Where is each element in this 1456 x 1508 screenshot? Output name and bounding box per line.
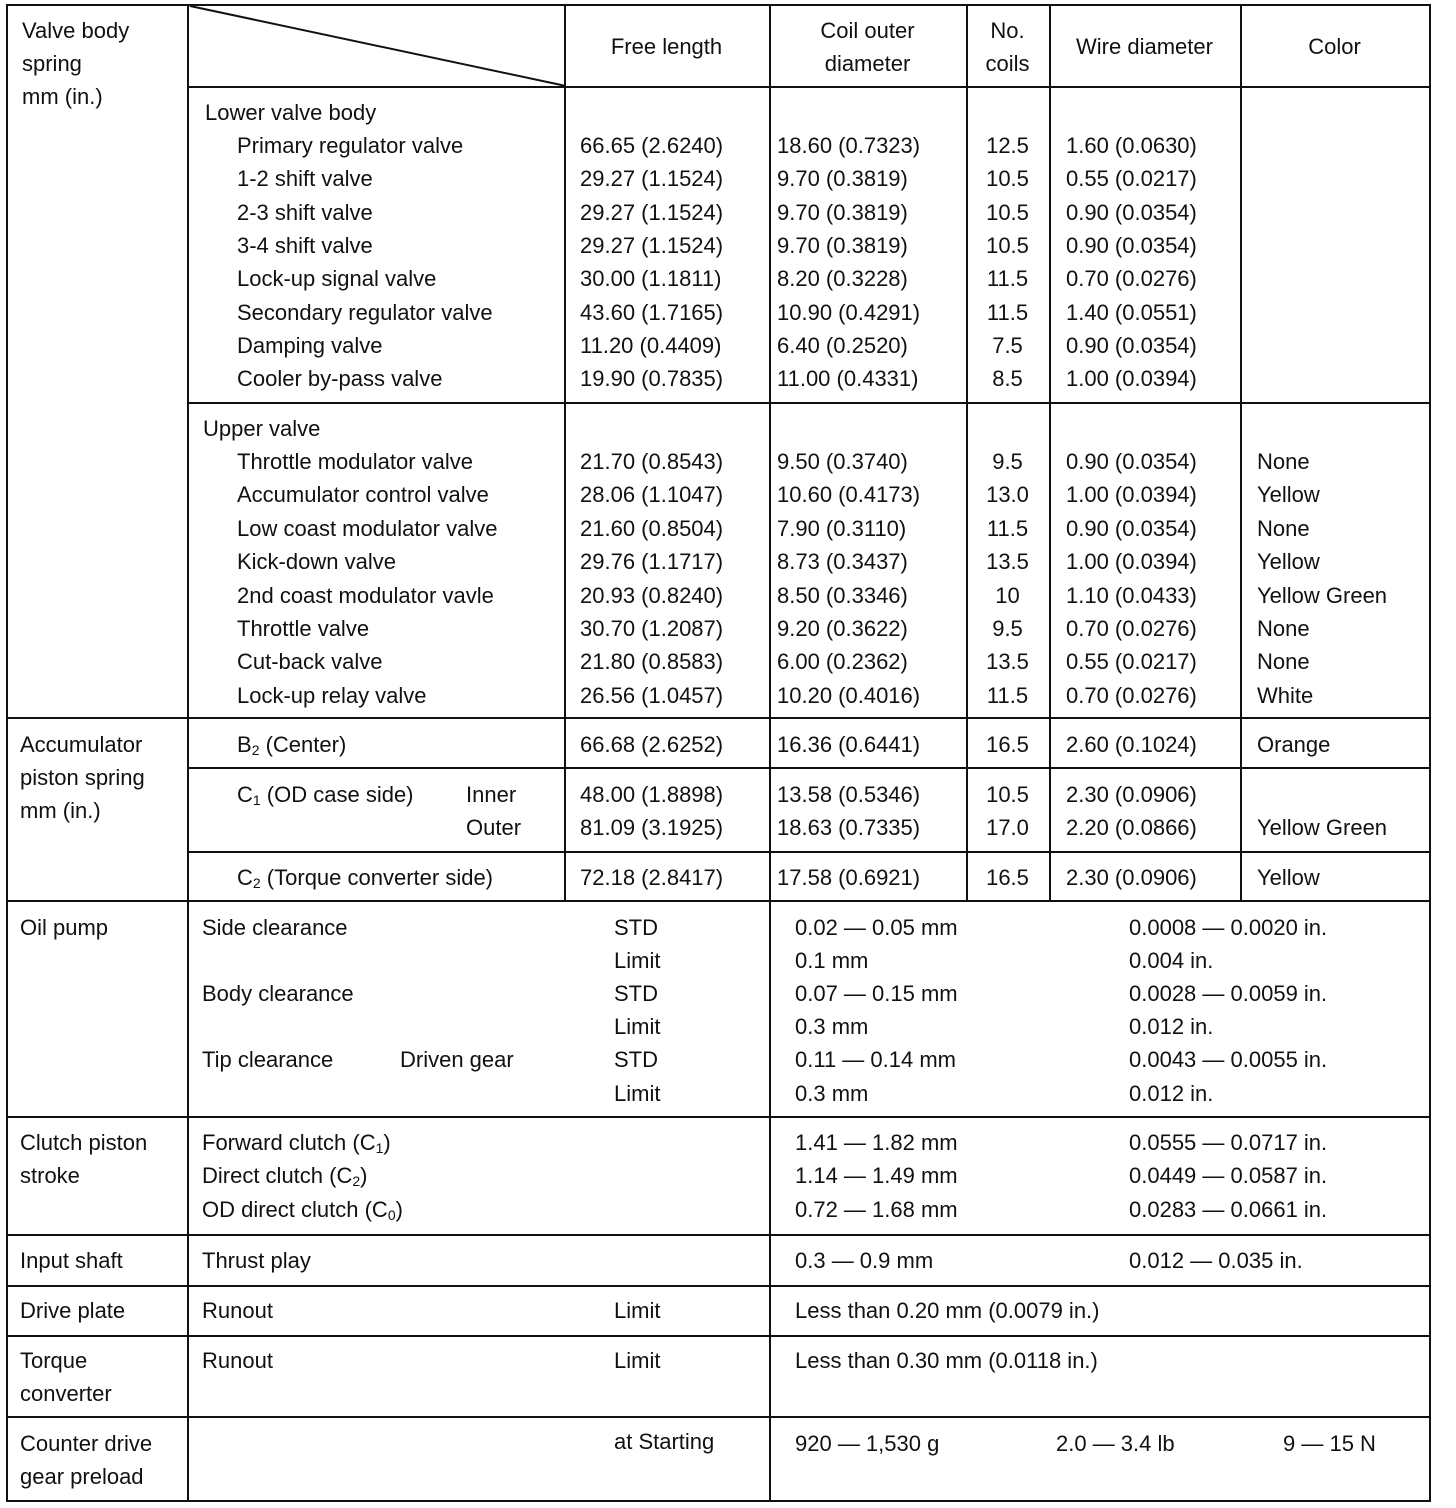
oil-pump-tip-clearance: Tip clearance: [202, 1047, 334, 1072]
spring-name: Accumulator control valve: [237, 482, 489, 508]
spring-name: 2-3 shift valve: [237, 199, 373, 225]
section-label-accumulator: piston spring: [20, 765, 145, 790]
section-divider: [6, 1116, 1431, 1118]
accumulator-c2-label-subscript: 2: [252, 875, 261, 891]
coil-diameter-value: 10.20 (0.4016): [777, 682, 921, 708]
wire-diameter-value: 1.00 (0.0394): [1066, 366, 1197, 392]
free-length-value: 43.60 (1.7165): [580, 299, 724, 325]
clutch-value-mm: 1.41 — 1.82 mm: [795, 1130, 958, 1155]
drive-plate-item: Runout: [202, 1298, 273, 1323]
col-header-no-coils: coils: [985, 51, 1030, 76]
border-top: [6, 4, 1431, 6]
color-value: None: [1257, 449, 1310, 474]
free-length-value: 30.00 (1.1811): [580, 266, 722, 292]
clutch-value-in: 0.0449 — 0.0587 in.: [1129, 1163, 1328, 1189]
spring-name: 3-4 shift valve: [237, 232, 373, 258]
wire-diameter-value: 0.90 (0.0354): [1066, 515, 1197, 541]
wire-diameter-value: 0.70 (0.0276): [1066, 266, 1197, 292]
coil-diameter-value: 18.60 (0.7323): [777, 133, 921, 158]
coil-count-value: 10: [995, 582, 1020, 608]
accumulator-c2-label: [237, 865, 493, 896]
coil-diameter-value: 11.00 (0.4331): [777, 366, 919, 392]
free-length-value: 66.68 (2.6252): [580, 732, 724, 757]
section-label-input-shaft: Input shaft: [20, 1248, 123, 1273]
clutch-value-in: 0.0283 — 0.0661 in.: [1129, 1196, 1328, 1222]
oil-pump-value-mm: 0.11 — 0.14 mm: [795, 1047, 956, 1073]
section-divider: [6, 717, 1431, 719]
section-divider: [6, 900, 1431, 902]
counter-drive-value-g: 920 — 1,530 g: [795, 1431, 940, 1456]
coil-diameter-value: 18.63 (0.7335): [777, 815, 921, 840]
accumulator-b2-label: [237, 732, 346, 763]
accumulator-c1-label-subscript: 1: [252, 792, 261, 808]
clutch-name-close: ): [360, 1163, 368, 1189]
oil-pump-spec-kind: STD: [614, 1047, 658, 1073]
coil-count-value: 13.5: [986, 549, 1029, 575]
free-length-value: 21.60 (0.8504): [580, 515, 724, 541]
col-divider: [564, 4, 566, 902]
coil-diameter-value: 9.70 (0.3819): [777, 199, 908, 225]
spring-name: Cooler by-pass valve: [237, 366, 443, 392]
clutch-name-close: ): [395, 1196, 403, 1222]
coil-diameter-value: 7.90 (0.3110): [777, 515, 907, 541]
coil-count-value: 9.5: [992, 616, 1023, 641]
spring-name: Damping valve: [237, 332, 383, 358]
clutch-name-sub: 1: [375, 1140, 384, 1156]
wire-diameter-value: 1.00 (0.0394): [1066, 549, 1197, 575]
oil-pump-value-mm: 0.02 — 0.05 mm: [795, 915, 958, 940]
wire-diameter-value: 0.90 (0.0354): [1066, 232, 1197, 258]
header-divider: [187, 86, 1431, 88]
coil-count-value: 10.5: [986, 166, 1029, 192]
coil-diameter-value: 9.20 (0.3622): [777, 616, 908, 641]
free-length-value: 29.27 (1.1524): [580, 166, 724, 192]
color-value: None: [1257, 616, 1310, 641]
oil-pump-value-mm: 0.3 mm: [795, 1014, 869, 1040]
section-divider: [6, 1234, 1431, 1236]
coil-count-value: 8.5: [992, 366, 1023, 392]
clutch-name-name: Forward clutch (C: [202, 1130, 376, 1155]
spring-name: Cut-back valve: [237, 649, 383, 675]
free-length-value: 66.65 (2.6240): [580, 133, 724, 158]
color-value: White: [1257, 682, 1314, 708]
torque-converter-item: Runout: [202, 1348, 273, 1373]
input-shaft-value-in: 0.012 — 0.035 in.: [1129, 1248, 1303, 1273]
coil-count-value: 11.5: [986, 515, 1029, 541]
section-label-accumulator: mm (in.): [20, 798, 101, 823]
counter-drive-kind: at Starting: [614, 1429, 715, 1454]
spring-name: 1-2 shift valve: [237, 166, 373, 192]
accumulator-b2-label-suffix: (Center): [259, 732, 347, 757]
section-label-counter-drive: Counter drive: [20, 1431, 153, 1456]
group-divider: [187, 767, 1431, 769]
wire-diameter-value: 0.55 (0.0217): [1066, 166, 1197, 192]
coil-diameter-value: 6.40 (0.2520): [777, 332, 908, 358]
coil-count-value: 17.0: [986, 815, 1029, 840]
color-value: Yellow: [1257, 482, 1320, 508]
coil-diameter-value: 6.00 (0.2362): [777, 649, 908, 675]
spring-name: Throttle valve: [237, 616, 370, 641]
drive-plate-kind: Limit: [614, 1298, 661, 1323]
clutch-name-sub: 0: [387, 1206, 396, 1223]
col-header-coil-outer: Coil outer: [820, 18, 915, 43]
coil-diameter-value: 8.73 (0.3437): [777, 549, 908, 575]
group-title-upper-valve: Upper valve: [203, 416, 321, 441]
free-length-value: 26.56 (1.0457): [580, 682, 724, 708]
header-label-line: spring: [22, 51, 82, 76]
wire-diameter-value: 2.30 (0.0906): [1066, 865, 1197, 890]
coil-count-value: 16.5: [986, 732, 1029, 757]
coil-count-value: 10.5: [986, 232, 1029, 258]
wire-diameter-value: 0.90 (0.0354): [1066, 449, 1197, 474]
oil-pump-spec-kind: Limit: [614, 948, 661, 974]
accumulator-b2-label-base: B: [237, 732, 252, 757]
clutch-name: [202, 1130, 391, 1161]
section-divider: [6, 1416, 1431, 1418]
clutch-name-name: Direct clutch (C: [202, 1163, 353, 1189]
coil-diameter-value: 10.90 (0.4291): [777, 299, 921, 325]
drive-plate-value: Less than 0.20 mm (0.0079 in.): [795, 1298, 1100, 1323]
spring-name: Lock-up signal valve: [237, 266, 437, 292]
free-length-value: 30.70 (1.2087): [580, 616, 724, 641]
coil-count-value: 11.5: [986, 266, 1029, 292]
section-label-clutch: stroke: [20, 1163, 80, 1188]
accumulator-c1-label-suffix: (OD case side): [260, 782, 414, 807]
clutch-name-close: ): [383, 1130, 391, 1155]
oil-pump-value-in: 0.012 in.: [1129, 1014, 1214, 1040]
coil-diameter-value: 16.36 (0.6441): [777, 732, 921, 757]
clutch-value-mm: 0.72 — 1.68 mm: [795, 1196, 958, 1222]
wire-diameter-value: 0.90 (0.0354): [1066, 332, 1197, 358]
col-divider: [187, 4, 189, 1502]
color-value: None: [1257, 515, 1310, 541]
color-value: Yellow Green: [1257, 582, 1388, 608]
oil-pump-value-mm: 0.1 mm: [795, 948, 869, 974]
section-label-counter-drive: gear preload: [20, 1464, 144, 1489]
col-header-no-coils: No.: [990, 18, 1025, 43]
coil-count-value: 12.5: [986, 133, 1029, 158]
wire-diameter-value: 0.70 (0.0276): [1066, 682, 1197, 708]
free-length-value: 29.27 (1.1524): [580, 232, 724, 258]
oil-pump-side-clearance: Side clearance: [202, 915, 348, 940]
section-label-torque-converter: Torque: [20, 1348, 88, 1373]
section-divider: [6, 1285, 1431, 1287]
wire-diameter-value: 0.70 (0.0276): [1066, 616, 1197, 641]
header-label-line: Valve body: [22, 18, 130, 43]
oil-pump-spec-kind: Limit: [614, 1080, 661, 1106]
coil-diameter-value: 8.50 (0.3346): [777, 582, 908, 608]
oil-pump-value-in: 0.004 in.: [1129, 948, 1214, 974]
spring-name: Lock-up relay valve: [237, 682, 427, 708]
spring-name: Primary regulator valve: [237, 133, 464, 158]
coil-count-value: 13.5: [986, 649, 1029, 675]
torque-converter-value: Less than 0.30 mm (0.0118 in.): [795, 1348, 1098, 1373]
oil-pump-value-in: 0.0043 — 0.0055 in.: [1129, 1047, 1328, 1073]
free-length-value: 48.00 (1.8898): [580, 782, 724, 807]
spring-name: Throttle modulator valve: [237, 449, 473, 474]
section-label-accumulator: Accumulator: [20, 732, 143, 757]
free-length-value: 81.09 (3.1925): [580, 815, 724, 840]
accumulator-c1-label-base: C: [237, 782, 253, 807]
col-divider: [1049, 4, 1051, 902]
oil-pump-value-mm: 0.07 — 0.15 mm: [795, 981, 958, 1007]
section-label-drive-plate: Drive plate: [20, 1298, 126, 1323]
wire-diameter-value: 1.00 (0.0394): [1066, 482, 1197, 508]
wire-diameter-value: 0.55 (0.0217): [1066, 649, 1197, 675]
section-label-clutch: Clutch piston: [20, 1130, 148, 1155]
coil-count-value: 7.5: [992, 332, 1023, 358]
clutch-value-in: 0.0555 — 0.0717 in.: [1129, 1130, 1328, 1155]
col-header-free-length: Free length: [610, 34, 723, 59]
free-length-value: 72.18 (2.8417): [580, 865, 724, 890]
color-value: Yellow Green: [1257, 815, 1388, 840]
clutch-name-sub: 2: [352, 1173, 361, 1190]
counter-drive-value-n: 9 — 15 N: [1283, 1431, 1376, 1456]
color-value: Yellow: [1257, 549, 1320, 575]
coil-diameter-value: 9.50 (0.3740): [777, 449, 908, 474]
col-header-color: Color: [1308, 34, 1361, 59]
spring-name: Low coast modulator valve: [237, 515, 498, 541]
coil-count-value: 10.5: [986, 199, 1029, 225]
coil-diameter-value: 9.70 (0.3819): [777, 232, 908, 258]
free-length-value: 20.93 (0.8240): [580, 582, 724, 608]
free-length-value: 21.70 (0.8543): [580, 449, 724, 474]
coil-count-value: 9.5: [992, 449, 1023, 474]
coil-diameter-value: 17.58 (0.6921): [777, 865, 921, 890]
border-right: [1429, 4, 1431, 1502]
spring-name: 2nd coast modulator vavle: [237, 582, 494, 608]
free-length-value: 21.80 (0.8583): [580, 649, 724, 675]
input-shaft-value-mm: 0.3 — 0.9 mm: [795, 1248, 934, 1273]
coil-count-value: 16.5: [986, 865, 1029, 890]
accumulator-c2-label-base: C: [237, 865, 253, 890]
border-left: [6, 4, 8, 1502]
coil-count-value: 13.0: [986, 482, 1029, 508]
color-value: None: [1257, 649, 1310, 675]
header-label-line: mm (in.): [22, 84, 103, 109]
counter-drive-value-lb: 2.0 — 3.4 lb: [1056, 1431, 1175, 1456]
clutch-name-name: OD direct clutch (C: [202, 1196, 388, 1222]
accumulator-c1-outer-label: Outer: [466, 815, 522, 840]
coil-diameter-value: 9.70 (0.3819): [777, 166, 908, 192]
wire-diameter-value: 2.20 (0.0866): [1066, 815, 1197, 840]
col-header-coil-outer: diameter: [824, 51, 911, 76]
coil-diameter-value: 10.60 (0.4173): [777, 482, 921, 508]
oil-pump-driven-gear: Driven gear: [400, 1047, 514, 1072]
col-divider: [1240, 4, 1242, 902]
coil-diameter-value: 13.58 (0.5346): [777, 782, 921, 807]
oil-pump-value-in: 0.012 in.: [1129, 1080, 1214, 1106]
header-diagonal: [190, 6, 566, 86]
oil-pump-spec-kind: STD: [614, 915, 658, 940]
wire-diameter-value: 1.60 (0.0630): [1066, 133, 1197, 158]
oil-pump-value-in: 0.0008 — 0.0020 in.: [1129, 915, 1328, 940]
accumulator-b2-label-subscript: 2: [251, 742, 260, 758]
torque-converter-kind: Limit: [614, 1348, 661, 1373]
wire-diameter-value: 1.10 (0.0433): [1066, 582, 1197, 608]
free-length-value: 29.76 (1.1717): [580, 549, 724, 575]
spring-name: Kick-down valve: [237, 549, 396, 575]
oil-pump-value-mm: 0.3 mm: [795, 1080, 869, 1106]
coil-count-value: 11.5: [986, 299, 1029, 325]
clutch-name: [202, 1163, 367, 1194]
free-length-value: 29.27 (1.1524): [580, 199, 724, 225]
wire-diameter-value: 0.90 (0.0354): [1066, 199, 1197, 225]
coil-count-value: 11.5: [986, 682, 1029, 708]
color-value: Orange: [1257, 732, 1331, 757]
clutch-name: [202, 1197, 403, 1228]
oil-pump-body-clearance: Body clearance: [202, 981, 354, 1006]
group-divider: [187, 402, 1431, 404]
col-header-wire-diameter: Wire diameter: [1076, 34, 1213, 59]
group-title-lower-valve-body: Lower valve body: [205, 100, 377, 125]
wire-diameter-value: 1.40 (0.0551): [1066, 299, 1197, 325]
group-divider: [187, 851, 1431, 853]
wire-diameter-value: 2.60 (0.1024): [1066, 732, 1197, 757]
coil-diameter-value: 8.20 (0.3228): [777, 266, 908, 292]
color-value: Yellow: [1257, 865, 1320, 890]
coil-count-value: 10.5: [986, 782, 1029, 807]
wire-diameter-value: 2.30 (0.0906): [1066, 782, 1197, 807]
col-divider: [769, 4, 771, 1502]
clutch-value-mm: 1.14 — 1.49 mm: [795, 1163, 958, 1189]
accumulator-c2-label-suffix: (Torque converter side): [260, 865, 494, 890]
border-bottom: [6, 1500, 1431, 1502]
accumulator-c1-inner-label: Inner: [466, 782, 517, 807]
free-length-value: 28.06 (1.1047): [580, 482, 724, 508]
spring-name: Secondary regulator valve: [237, 299, 493, 325]
oil-pump-value-in: 0.0028 — 0.0059 in.: [1129, 981, 1328, 1007]
oil-pump-spec-kind: STD: [614, 981, 658, 1007]
section-label-torque-converter: converter: [20, 1381, 112, 1406]
free-length-value: 19.90 (0.7835): [580, 366, 724, 392]
section-divider: [6, 1335, 1431, 1337]
free-length-value: 11.20 (0.4409): [580, 332, 722, 358]
input-shaft-item: Thrust play: [202, 1248, 311, 1273]
oil-pump-spec-kind: Limit: [614, 1014, 661, 1040]
accumulator-c1-label: [237, 782, 414, 813]
section-label-oil-pump: Oil pump: [20, 915, 109, 940]
